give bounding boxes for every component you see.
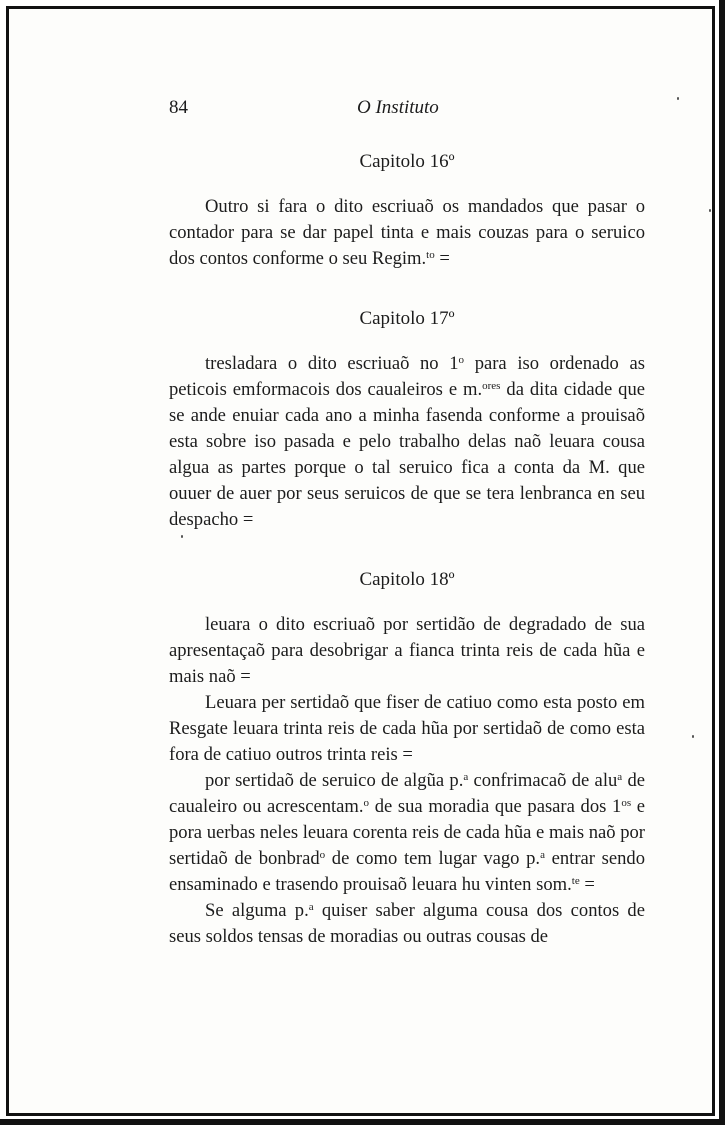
paragraph: por sertidaõ de seruico de algũa p.$^a$ confrimacaõ de alu$^a$ de caualeiro ou acrescentam.$^o$ de sua moradia que pasara dos $1^{os}$ e pora uerbas neles leuara corenta reis de cada hũa e mais naõ por sertidaõ de bonbrad$^o$ de como tem lugar vago p.$^a$ entrar sendo ensaminado e trasendo prouisaõ leuara hu vinten som.$^{te}$ = [169,770,646,895]
chapter-title: Capitolo 18º [359,569,455,590]
superscript-abbreviation: o [319,849,326,861]
superscript-abbreviation: to [426,249,435,261]
superscript-abbreviation: o [458,354,465,366]
superscript-abbreviation: a [617,771,623,783]
chapter-title: Capitolo 16º [359,151,455,172]
print-speck [709,209,711,212]
superscript-abbreviation: te [571,875,580,887]
paragraph: Outro si fara o dito escriuaõ os mandados que pasar o contador para se dar papel tinta e mais couzas para o seruico dos contos conforme o seu Regim.$^{to}$ = [169,196,645,269]
page-body [169,149,645,950]
title-gap [169,332,645,351]
scan-border-right [719,0,725,1125]
running-title: O Instituto [357,97,439,118]
scan-border-bottom [0,1119,725,1125]
superscript-abbreviation: a [308,901,314,913]
running-head [9,97,712,125]
superscript-abbreviation: o [363,797,370,809]
print-speck [181,535,183,538]
superscript-abbreviation: os [621,797,632,809]
print-speck [692,735,694,738]
title-gap [169,175,645,194]
superscript-abbreviation: a [540,849,545,861]
paragraph: Se alguma p.$^a$ quiser saber alguma cousa dos contos de seus soldos tensas de moradias ou outras cousas de [169,900,645,947]
paragraph: tresladara o dito escriuaõ no 1$^o$ para iso ordenado as peticois emformacois dos caualeiros e m.$^{ores}$ da dita cidade que se ande enuiar cada ano a minha fasenda conforme a prouisaõ esta sobre iso pasada e pelo trabalho delas naõ leuara cousa algua as partes porque o tal seruico fica a conta da M. que ouuer de auer por seus seruicos de que se tera lenbranca en seu despacho = [169,353,646,530]
title-gap [169,593,645,612]
book-page [6,6,715,1116]
print-speck [677,97,679,100]
section-gap [169,533,645,567]
section-gap [169,272,645,306]
superscript-abbreviation: ores [482,380,501,392]
paragraph: Leuara per sertidaõ que fiser de catiuo como esta posto em Resgate leuara trinta reis de cada hũa por sertidaõ de como esta fora de catiuo outros trinta reis = [169,692,645,765]
chapter-title: Capitolo 17º [359,308,455,329]
paragraph: leuara o dito escriuaõ por sertidão de degradado de sua apresentaçaõ para desobrigar a fianca trinta reis de cada hũa e mais naõ = [169,614,645,687]
page-number: 84 [169,97,188,118]
superscript-abbreviation: a [463,771,469,783]
